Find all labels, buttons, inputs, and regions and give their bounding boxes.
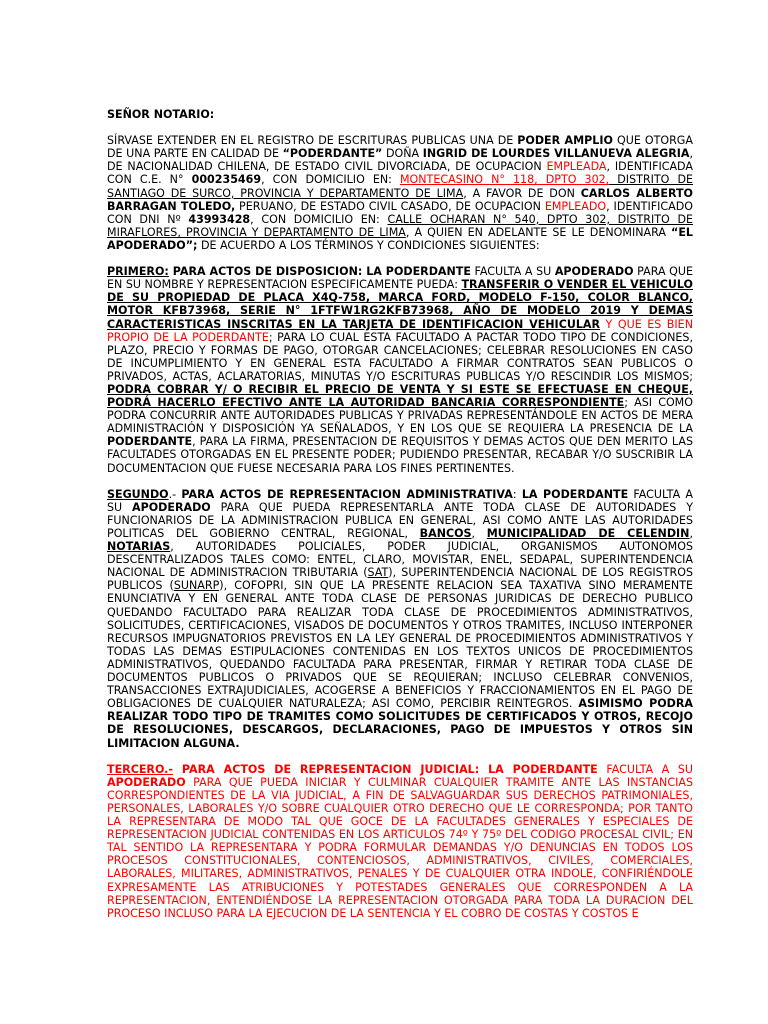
intro-text-run: EMPLEADA [546,160,607,174]
intro-text-run: PERUANO, DE ESTADO CIVIL CASADO, DE OCUPACION [235,199,545,213]
tercero-text-run: APODERADO [107,775,186,789]
segundo-text-run: LA PODERDANTE [521,487,629,501]
clause-primero [107,265,693,475]
intro-paragraph [107,134,693,252]
primero-text-run: PRIMERO: [107,265,169,279]
intro-text-run: EMPLEADO [544,199,607,213]
intro-text-run: “EL APODERADO”; [107,225,693,252]
segundo-text-run: NOTARIAS [107,540,171,554]
intro-text-run: PODER AMPLIO [517,134,613,148]
segundo-text-run: MUNICIPALIDAD DE CELENDIN [486,527,690,540]
primero-text-run: , PARA LA FIRMA, PRESENTACION DE REQUISITOS Y DEMAS ACTOS QUE DEN MERITO LAS FACULTADES OTORGADAS EN EL PRESENTE PODER; PUDIENDO PRESENTAR, RECABAR Y/O SUSCRIBIR LA DOCUMENTACION QUE FUESE NECESARIA PARA LOS FINES PERTINENTES. [107,435,693,475]
primero-text-run: PODERDANTE [107,435,193,449]
intro-text-run: , DE NACIONALIDAD CHILENA, DE ESTADO CIVIL DIVORCIADA, DE OCUPACION [107,147,693,174]
segundo-text-run: SAT [367,566,389,580]
clause-tercero [107,763,693,920]
primero-text-run: ; PARA LO CUAL ESTA FACULTADO A PACTAR TODO TIPO DE CONDICIONES, PLAZO, PRECIO Y FORMAS DE PAGO, OTORGAR CANCELACIONES; CELEBRAR RESOLUCIONES EN CASO DE INCUMPLIMIENTO Y EN GENERAL ESTA FACULTADO A FIRMAR CONTRATOS SEAN PUBLICOS O PRIVADOS, ACTAS, ACLARATORIAS, MINUTAS Y/O ESCRITURAS PUBLICAS Y/O RESCINDIR LOS MISMOS; [107,330,693,383]
segundo-text-run: SUNARP [173,579,220,593]
segundo-text-run: .- [168,487,182,501]
primero-text-run: Y QUE ES BIEN PROPIO DE LA PODERDANTE [107,317,693,344]
segundo-text-run: ), SUPERINTENDENCIA NACIONAL DE LOS REGISTROS PUBLICOS ( [107,566,693,593]
primero-text-run: PODRA COBRAR Y/ O RECIBIR EL PRECIO DE VENTA Y SI ESTE SE EFECTUASE EN CHEQUE, PODRÁ HACERLO EFECTIVO ANTE LA AUTORIDAD BANCARIA CORRESPONDIENTE [107,382,693,410]
segundo-text-run: ), COFOPRI, SIN QUE LA PRESENTE RELACION SEA TAXATIVA SINO MERAMENTE ENUNCIATIVA Y EN GENERAL ANTE TODA CLASE DE PERSONAS JURIDICAS DE DERECHO PUBLICO QUEDANDO FACULTADO PARA REALIZAR TODA CLASE DE PROCEDIMIENTOS ADMINISTRATIVOS, SOLICITUDES, CERTIFICACIONES, VISADOS DE DOCUMENTOS Y OTROS TRAMITES, INCLUSO INTERPONER RECURSOS IMPUGNATORIOS PREVISTOS EN LA LEY GENERAL DE PROCEDIMIENTOS ADMINISTRATIVOS Y TODAS LAS DEMAS ESTIPULACIONES CONTENIDAS EN LOS TEXTOS UNICOS DE PROCEDIMIENTOS ADMINISTRATIVOS, QUEDANDO FACULTADA PARA PRESENTAR, FIRMAR Y RETIRAR TODA CLASE DE DOCUMENTOS PUBLICOS O PRIVADOS QUE SE REQUIERAN; INCLUSO CELEBRAR CONVENIOS, TRANSACCIONES EXTRAJUDICIALES, ACOGERSE A BENEFICIOS Y FRACCIONAMIENTOS EN EL PAGO DE OBLIGACIONES DE CUALQUIER NATURALEZA; ASI COMO, PERCIBIR REINTEGROS. [107,579,694,711]
segundo-text-run: BANCOS [419,527,472,540]
intro-text-run: 000235469 [191,173,262,187]
document-page [107,108,693,933]
intro-text-run: DOÑA [382,147,423,161]
intro-text-run: CALLE OCHARAN N° 540, DPTO 302, DISTRITO DE MIRAFLORES, PROVINCIA Y DEPARTAMENTO DE LIMA [107,212,693,239]
segundo-text-run: ASIMISMO PODRA REALIZAR TODO TIPO DE TRAMITES COMO SOLICITUDES DE CERTIFICADOS Y OTROS, RECOJO DE RESOLUCIONES, DESCARGOS, DECLARACIONES, PAGO DE IMPUESTOS Y OTROS SIN LIMITACION ALGUNA. [107,697,694,750]
intro-text-run: QUE OTORGA DE UNA PARTE EN CALIDAD DE [107,134,693,161]
intro-text-run: SÍRVASE EXTENDER EN EL REGISTRO DE ESCRITURAS PUBLICAS UNA DE [107,134,518,148]
intro-text-run: DISTRITO DE SANTIAGO DE SURCO, PROVINCIA Y DEPARTAMENTO DE LIMA [107,173,693,200]
intro-text-run: , IDENTIFICADA CON C.E. N° [107,160,693,187]
intro-text-run: 43993428 [188,212,251,226]
tercero-text-run: TERCERO.- [107,762,173,776]
intro-text-run: CARLOS ALBERTO BARRAGAN TOLEDO, [107,186,693,213]
intro-text-run: , CON DOMICILIO EN: [250,212,388,226]
intro-text-run: MONTECASINO N° 118, DPTO 302, [399,173,610,187]
primero-text-run: TRANSFERIR O VENDER EL VEHICULO DE SU PROPIEDAD DE PLACA X4Q-758, MARCA FORD, MODELO F-150, COLOR BLANCO, MOTOR KFB73968, SERIE N° 1FTFW1RG2KFB73968, AÑO DE MODELO 2019 Y DEMAS CARACTERISTICAS INSCRITAS EN LA TARJETA DE IDENTIFICACION VEHICULAR [107,278,693,331]
segundo-text-run: SEGUNDO [107,487,169,501]
primero-text-run: APODERADO [554,265,634,279]
intro-text-run: INGRID DE LOURDES VILLANUEVA ALEGRIA [422,147,690,161]
primero-text-run: PARA QUE EN SU NOMBRE Y REPRESENTACION ESPECIFICAMENTE PUEDA: [107,265,693,292]
tercero-text-run: PARA QUE PUEDA INICIAR Y CULMINAR CUALQUIER TRAMITE ANTE LAS INSTANCIAS CORRESPONDIENTES DE LA VIA JUDICIAL, A FIN DE SALVAGUARDAR SUS DERECHOS PATRIMONIALES, PERSONALES, LABORALES Y/O SOBRE CUALQUIER OTRO DERECHO QUE LE CORRESPONDA; POR TANTO LA REPRESENTARA DE MODO TAL QUE GOCE DE LA FACULTADES GENERALES Y ESPECIALES DE REPRESENTACION JUDICIAL CONTENIDAS EN LOS ARTICULOS 74º Y 75º DEL CODIGO PROCESAL CIVIL; EN TAL SENTIDO LA REPRESENTARA Y PODRA FORMULAR DEMANDAS Y/O DENUNCIAS EN TODOS LOS PROCESOS CONSTITUCIONALES, CONTENCIOSOS, ADMINISTRATIVOS, CIVILES, COMERCIALES, LABORALES, MILITARES, ADMINISTRATIVOS, PENALES Y DE CUALQUIER OTRA INDOLE, CONFIRIÉNDOLE EXPRESAMENTE LAS ATRIBUCIONES Y POTESTADES GENERALES QUE CORRESPONDEN A LA REPRESENTACION, ENTENDIÉNDOSE LA REPRESENTACION OTORGADA PARA TODA LA DURACION DEL PROCESO INCLUSO PARA LA EJECUCION DE LA SENTENCIA Y EL COBRO DE COSTAS Y COSTOS E [107,775,693,920]
intro-text-run: , A QUIEN EN ADELANTE SE LE DENOMINARA [405,225,672,239]
intro-text-run: , A FAVOR DE DON [463,186,581,200]
tercero-text-run: PARA ACTOS DE REPRESENTACION JUDICIAL: LA PODERDANTE [172,762,598,776]
segundo-text-run: , [471,527,487,540]
primero-text-run: ; ASI COMO PODRA CONCURRIR ANTE AUTORIDADES PUBLICAS Y PRIVADAS REPRESENTÁNDOLE EN ACTOS DE MERA ADMINISTRACIÓN Y DISPOSICIÓN YA SEÑALADOS, Y EN LOS QUE SE REQUIERA LA PRESENCIA DE LA [107,396,693,436]
clause-segundo [107,488,693,750]
tercero-text-run: FACULTA A SU [597,762,694,776]
segundo-text-run: PARA ACTOS DE REPRESENTACION ADMINISTRATIVA [181,487,513,501]
segundo-text-run: PARA QUE PUEDA REPRESENTARLA ANTE TODA CLASE DE AUTORIDADES Y FUNCIONARIOS DE LA ADMINISTRACION PUBLICA EN GENERAL, ASI COMO ANTE LAS AUTORIDADES POLITICAS DEL GOBIERNO CENTRAL, REGIONAL, [107,500,693,540]
document-heading: SEÑOR NOTARIO: [107,108,215,121]
segundo-text-run: , [689,527,693,540]
intro-text-run: , IDENTIFICADO CON DNI Nº [107,199,693,226]
segundo-text-run: , AUTORIDADES POLICIALES, PODER JUDICIAL, ORGANISMOS AUTONOMOS DESCENTRALIZADOS TALES COMO: ENTEL, CLARO, MOVISTAR, ENEL, SEDAPAL, SUPERINTENDENCIA NACIONAL DE ADMINISTRACION TRIBUTARIA ( [107,540,693,580]
intro-text-run: “PODERDANTE” [282,147,383,161]
primero-text-run: FACULTA A SU [470,265,555,279]
intro-text-run: , CON DOMICILIO EN: [261,173,400,187]
segundo-text-run: APODERADO [132,500,211,514]
primero-text-run: PARA ACTOS DE DISPOSICION: LA PODERDANTE [168,265,471,279]
segundo-text-run: : [512,487,522,501]
segundo-text-run: FACULTA A SU [107,487,694,514]
intro-text-run: DE ACUERDO A LOS TÉRMINOS Y CONDICIONES SIGUIENTES: [197,238,540,252]
